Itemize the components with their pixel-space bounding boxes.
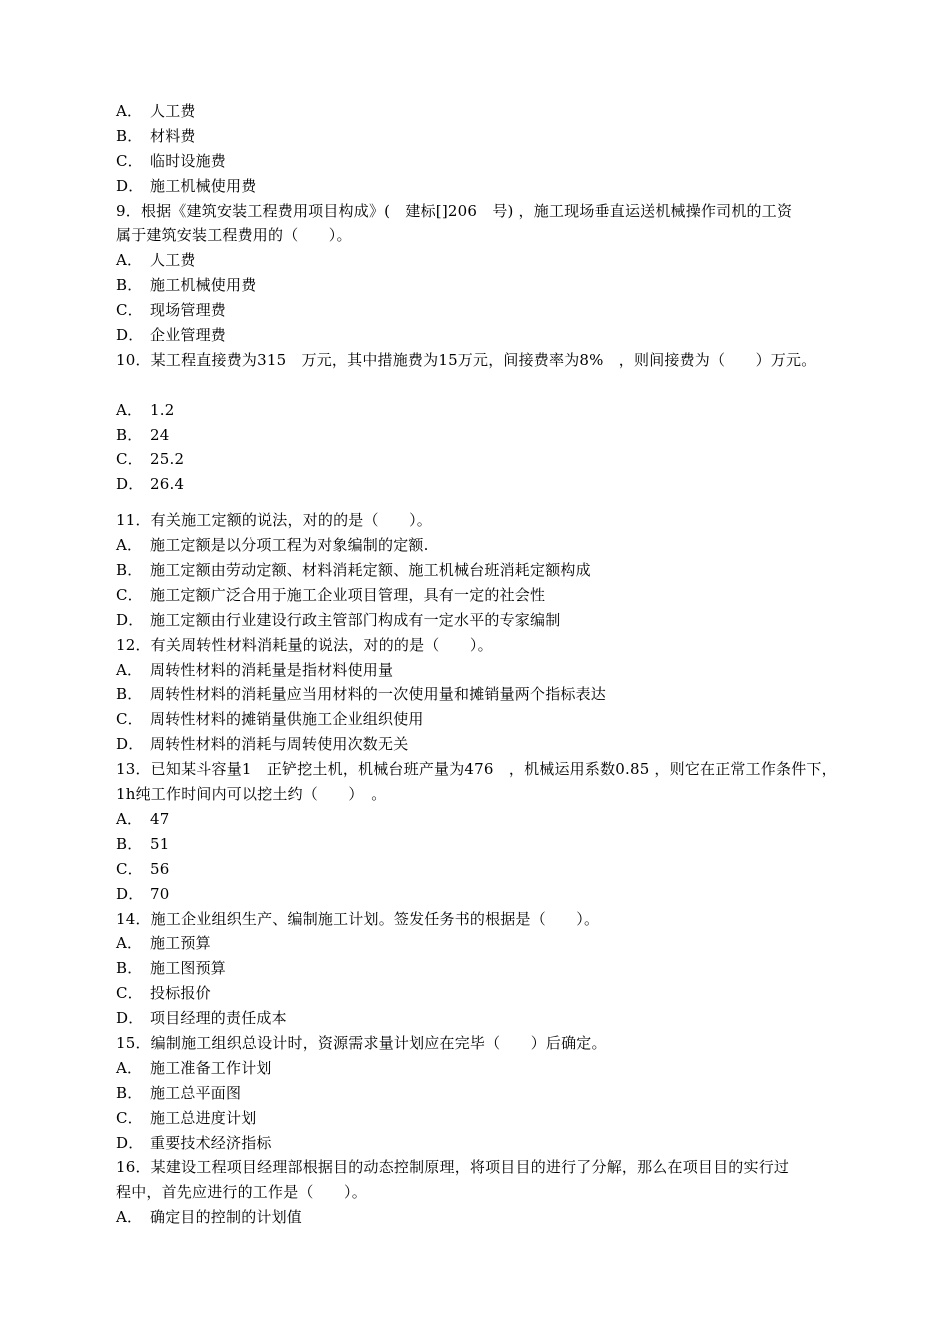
option-letter: C． [116, 450, 143, 469]
option-letter: D． [116, 735, 144, 754]
question-text: 11．有关施工定额的说法，对的的是（ ）。 [116, 511, 432, 530]
answer-option [116, 707, 866, 732]
answer-option [116, 1081, 866, 1106]
option-text: 24 [150, 425, 170, 444]
option-text: 26.4 [150, 475, 185, 494]
option-text: 施工总平面图 [150, 1083, 242, 1102]
answer-option [116, 1205, 866, 1230]
option-text: 47 [150, 809, 170, 828]
option-text: 施工总进度计划 [150, 1108, 257, 1127]
blank-line [116, 497, 866, 508]
answer-option [116, 174, 866, 199]
option-text: 施工准备工作计划 [150, 1058, 272, 1077]
option-letter: C． [116, 859, 143, 878]
question-text: 12．有关周转性材料消耗量的说法，对的的是（ ）。 [116, 635, 493, 654]
option-letter: A． [116, 536, 143, 555]
option-text: 施工预算 [150, 934, 211, 953]
answer-option [116, 124, 866, 149]
answer-option [116, 149, 866, 174]
option-letter: A． [116, 251, 143, 270]
option-letter: D． [116, 326, 144, 345]
option-text: 临时设施费 [150, 151, 227, 170]
option-letter: C． [116, 984, 143, 1003]
option-letter: C． [116, 585, 143, 604]
option-text: 材料费 [150, 126, 196, 145]
option-letter: A． [116, 400, 143, 419]
option-text: 70 [150, 884, 170, 903]
document-body [116, 99, 866, 1230]
question-text: 16．某建设工程项目经理部根据目的动态控制原理，将项目目的进行了分解，那么在项目目的实行过 [116, 1158, 790, 1177]
answer-option [116, 608, 866, 633]
option-letter: C． [116, 710, 143, 729]
option-letter: B． [116, 126, 143, 145]
option-letter: B． [116, 959, 143, 978]
option-letter: C． [116, 151, 143, 170]
question-text: 属于建筑安装工程费用的（ ）。 [116, 226, 352, 245]
answer-option [116, 931, 866, 956]
answer-option [116, 658, 866, 683]
option-text: 人工费 [150, 251, 196, 270]
answer-option [116, 398, 866, 423]
option-text: 重要技术经济指标 [150, 1133, 272, 1152]
option-letter: C． [116, 301, 143, 320]
answer-option [116, 533, 866, 558]
question-text: 14．施工企业组织生产、编制施工计划。签发任务书的根据是（ ）。 [116, 909, 600, 928]
option-letter: B． [116, 425, 143, 444]
option-text: 周转性材料的消耗与周转使用次数无关 [150, 735, 409, 754]
option-text: 施工机械使用费 [150, 176, 257, 195]
answer-option [116, 298, 866, 323]
answer-option [116, 807, 866, 832]
answer-option [116, 248, 866, 273]
option-letter: B． [116, 1083, 143, 1102]
option-letter: B． [116, 834, 143, 853]
answer-option [116, 1131, 866, 1156]
option-letter: A． [116, 102, 143, 120]
question-text: 10．某工程直接费为315 万元，其中措施费为15万元，间接费率为8% ，则间接费为（ ）万元。 [116, 350, 817, 369]
option-text: 施工机械使用费 [150, 276, 257, 295]
option-text: 施工定额广泛合用于施工企业项目管理，具有一定的社会性 [150, 585, 546, 604]
option-letter: A． [116, 660, 143, 679]
blank-line [116, 373, 866, 398]
option-text: 现场管理费 [150, 301, 227, 320]
question-text: 15．编制施工组织总设计时，资源需求量计划应在完毕（ ）后确定。 [116, 1033, 607, 1052]
answer-option [116, 732, 866, 757]
answer-option [116, 1106, 866, 1131]
question-text: 1h纯工作时间内可以挖土约（ ） 。 [116, 785, 387, 804]
option-text: 确定目的控制的计划值 [150, 1208, 303, 1227]
option-text: 人工费 [150, 102, 196, 120]
option-text: 企业管理费 [150, 326, 227, 345]
answer-option [116, 956, 866, 981]
answer-option [116, 323, 866, 348]
option-text: 施工定额由行业建设行政主管部门构成有一定水平的专家编制 [150, 610, 561, 629]
option-letter: B． [116, 561, 143, 580]
answer-option [116, 423, 866, 448]
option-letter: A． [116, 934, 143, 953]
option-text: 25.2 [150, 450, 185, 469]
option-letter: A． [116, 1058, 143, 1077]
option-letter: D． [116, 475, 144, 494]
option-letter: D． [116, 610, 144, 629]
option-letter: D． [116, 884, 144, 903]
option-text: 施工图预算 [150, 959, 227, 978]
question-text: 程中，首先应进行的工作是（ ）。 [116, 1183, 367, 1202]
question-text: 9．根据《建筑安装工程费用项目构成》( 建标[]206 号) ，施工现场垂直运送机械操作司机的工资 [116, 201, 793, 220]
option-letter: B． [116, 685, 143, 704]
option-text: 周转性材料的消耗量是指材料使用量 [150, 660, 394, 679]
option-text: 施工定额由劳动定额、材料消耗定额、施工机械台班消耗定额构成 [150, 561, 591, 580]
answer-option [116, 273, 866, 298]
option-text: 投标报价 [150, 984, 211, 1003]
option-letter: D． [116, 1133, 144, 1152]
answer-option [116, 857, 866, 882]
option-text: 项目经理的责任成本 [150, 1009, 287, 1028]
option-letter: D． [116, 176, 144, 195]
option-text: 56 [150, 859, 170, 878]
answer-option [116, 882, 866, 907]
question-text: 13．已知某斗容量1 正铲挖土机，机械台班产量为476 ，机械运用系数0.85 ，则它在正常工作条件下， [116, 760, 837, 779]
option-letter: B． [116, 276, 143, 295]
option-letter: A． [116, 809, 143, 828]
answer-option [116, 1056, 866, 1081]
option-text: 施工定额是以分项工程为对象编制的定额. [150, 536, 429, 555]
answer-option [116, 472, 866, 497]
answer-option [116, 981, 866, 1006]
answer-option [116, 447, 866, 472]
option-text: 周转性材料的摊销量供施工企业组织使用 [150, 710, 424, 729]
answer-option [116, 583, 866, 608]
answer-option [116, 682, 866, 707]
answer-option [116, 99, 866, 124]
answer-option [116, 558, 866, 583]
option-letter: D． [116, 1009, 144, 1028]
option-text: 51 [150, 834, 170, 853]
answer-option [116, 832, 866, 857]
option-text: 周转性材料的消耗量应当用材料的一次使用量和摊销量两个指标表达 [150, 685, 607, 704]
answer-option [116, 1006, 866, 1031]
option-letter: A． [116, 1208, 143, 1227]
option-letter: C． [116, 1108, 143, 1127]
option-text: 1.2 [150, 400, 175, 419]
